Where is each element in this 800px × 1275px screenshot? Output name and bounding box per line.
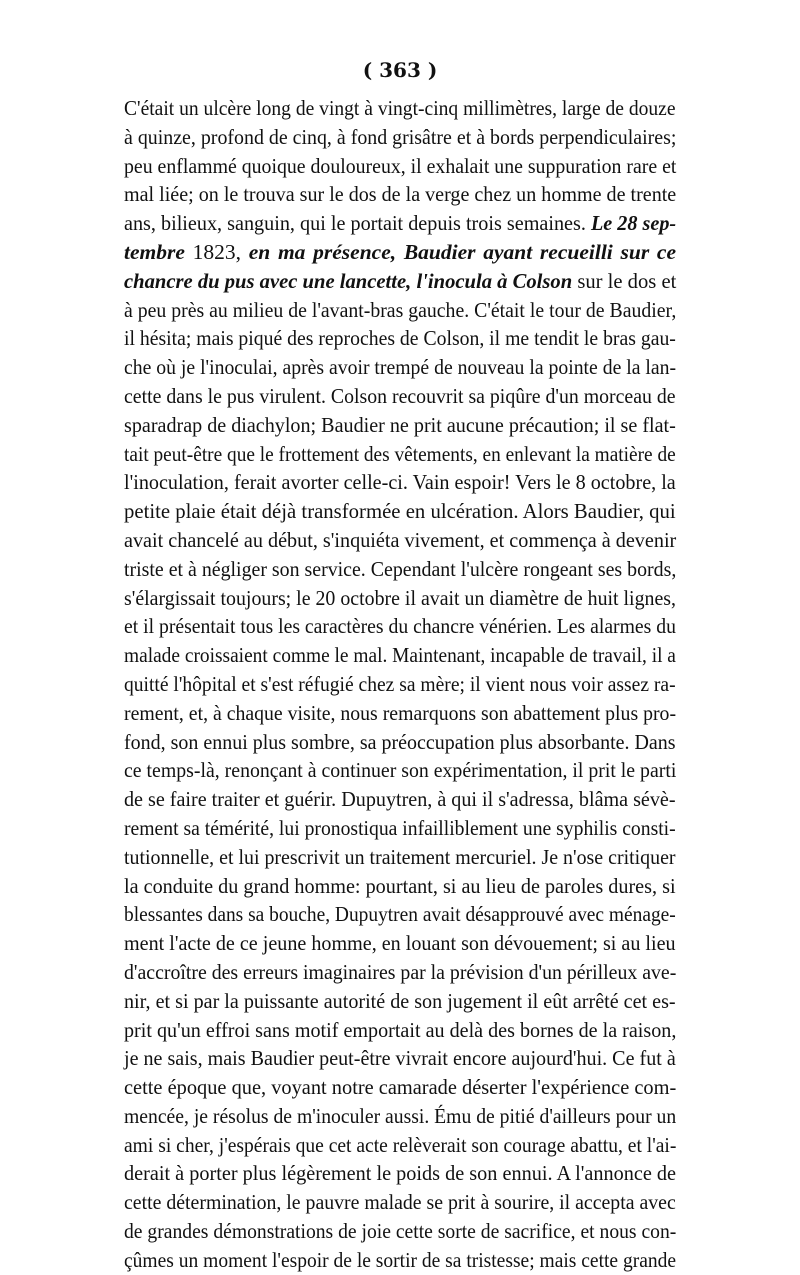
text-line	[124, 440, 676, 469]
text-line	[124, 814, 676, 843]
text-line	[124, 123, 676, 152]
text-segment: rement, et, à chaque visite, nous remarquons son abattement plus pro-	[124, 700, 677, 725]
text-line	[124, 785, 676, 814]
text-segment: sur le dos et	[572, 268, 677, 293]
text-segment: 1823,	[184, 239, 249, 264]
text-line	[124, 1188, 676, 1217]
text-line	[124, 1217, 676, 1246]
text-segment: cette détermination, le pauvre malade se prit à sourire, il accepta avec	[124, 1190, 676, 1215]
text-line	[124, 382, 676, 411]
text-segment: l'inoculation, ferait avorter celle-ci. Vain espoir! Vers le 8 octobre, la	[124, 470, 676, 495]
text-segment: quitté l'hôpital et s'est réfugié chez sa mère; il vient nous voir assez ra-	[124, 671, 676, 696]
text-line	[124, 180, 676, 209]
text-segment: derait à porter plus légèrement le poids de son ennui. A l'annonce de	[124, 1161, 676, 1186]
text-line	[124, 497, 676, 526]
text-segment: ans, bilieux, sanguin, qui le portait depuis trois semaines.	[124, 211, 591, 236]
text-line	[124, 872, 676, 901]
text-line	[124, 987, 676, 1016]
text-line	[124, 152, 676, 181]
text-segment: cette époque que, voyant notre camarade déserter l'expérience com-	[124, 1075, 677, 1100]
text-line	[124, 209, 676, 238]
text-segment: s'élargissait toujours; le 20 octobre il avait un diamètre de huit lignes,	[124, 585, 676, 610]
text-line	[124, 94, 676, 123]
text-segment: de se faire traiter et guérir. Dupuytren, à qui il s'adressa, blâma sévè-	[124, 787, 676, 812]
text-line	[124, 353, 676, 382]
text-segment: la conduite du grand homme: pourtant, si au lieu de paroles dures, si	[124, 873, 676, 898]
text-segment: prit qu'un effroi sans motif emportait au delà des bornes de la raison,	[124, 1017, 677, 1042]
text-segment: peu enflammé quoique douloureux, il exhalait une suppuration rare et	[124, 153, 677, 178]
text-segment: mencée, je résolus de m'inoculer aussi. Ému de pitié d'ailleurs pour un	[124, 1103, 677, 1128]
text-segment: çûmes un moment l'espoir de le sortir de sa tristesse; mais cette grande	[124, 1247, 677, 1272]
text-segment: tait peut-être que le frottement des vêtements, en enlevant la matière de	[124, 441, 676, 466]
text-segment: ment l'acte de ce jeune homme, en louant son dévouement; si au lieu	[124, 931, 676, 956]
page-number: ( 363 )	[362, 58, 438, 82]
text-segment: d'accroître des erreurs imaginaires par la prévision d'un périlleux ave-	[124, 959, 677, 984]
text-segment: tutionnelle, et lui prescrivit un traitement mercuriel. Je n'ose critiquer	[124, 844, 676, 869]
text-segment: petite plaie était déjà transformée en ulcération. Alors Baudier, qui	[124, 499, 676, 524]
text-line	[124, 728, 676, 757]
text-line	[124, 468, 676, 497]
text-line	[124, 958, 676, 987]
text-segment: sparadrap de diachylon; Baudier ne prit aucune précaution; il se flat-	[124, 412, 676, 437]
text-line	[124, 1044, 676, 1073]
italic-text-segment: Le 28 sep-	[590, 211, 677, 236]
text-segment: à peu près au milieu de l'avant-bras gauche. C'était le tour de Baudier,	[124, 297, 677, 322]
text-line	[124, 756, 676, 785]
text-line	[124, 526, 676, 555]
text-line	[124, 1131, 676, 1160]
italic-text-segment: en ma présence, Baudier ayant recueilli sur ce	[248, 239, 676, 264]
text-segment: je ne sais, mais Baudier peut-être vivrait encore aujourd'hui. Ce fut à	[124, 1046, 676, 1071]
text-line	[124, 900, 676, 929]
text-line	[124, 612, 676, 641]
text-segment: ce temps-là, renonçant à continuer son expérimentation, il prit le parti	[124, 758, 677, 783]
text-segment: mal liée; on le trouva sur le dos de la verge chez un homme de trente	[124, 182, 677, 207]
text-line	[124, 1073, 676, 1102]
text-line	[124, 411, 676, 440]
text-line	[124, 641, 676, 670]
italic-text-segment: tembre	[124, 239, 185, 264]
text-line	[124, 929, 676, 958]
text-line	[124, 1016, 676, 1045]
text-segment: ami si cher, j'espérais que cet acte relèverait son courage abattu, et l'ai-	[124, 1132, 677, 1157]
text-line	[124, 1159, 676, 1188]
text-line	[124, 1102, 676, 1131]
text-line	[124, 324, 676, 353]
text-segment: che où je l'inoculai, après avoir trempé de nouveau la pointe de la lan-	[124, 355, 677, 380]
text-line	[124, 843, 676, 872]
text-segment: rement sa témérité, lui pronostiqua infailliblement une syphilis consti-	[124, 815, 676, 840]
text-line	[124, 699, 676, 728]
text-line	[124, 1246, 676, 1275]
text-segment: nir, et si par la puissante autorité de son jugement il eût arrêté cet es-	[124, 988, 676, 1013]
text-line	[124, 670, 676, 699]
text-segment: de grandes démonstrations de joie cette sorte de sacrifice, et nous con-	[124, 1219, 677, 1244]
text-segment: avait chancelé au début, s'inquiéta vivement, et commença à devenir	[124, 527, 677, 552]
text-segment: triste et à négliger son service. Cependant l'ulcère rongeant ses bords,	[124, 556, 677, 581]
text-segment: blessantes dans sa bouche, Dupuytren avait désapprouvé avec ménage-	[124, 902, 676, 927]
text-segment: fond, son ennui plus sombre, sa préoccupation plus absorbante. Dans	[124, 729, 676, 754]
text-segment: cette dans le pus virulent. Colson recouvrit sa piqûre d'un morceau de	[124, 383, 676, 408]
text-line	[124, 296, 676, 325]
text-line	[124, 584, 676, 613]
text-line	[124, 555, 676, 584]
text-segment: C'était un ulcère long de vingt à vingt-cinq millimètres, large de douze	[124, 96, 676, 120]
text-segment: il hésita; mais piqué des reproches de Colson, il me tendit le bras gau-	[124, 326, 676, 351]
italic-text-segment: chancre du pus avec une lancette, l'inocula à Colson	[124, 268, 573, 293]
text-segment: à quinze, profond de cinq, à fond grisâtre et à bords perpendiculaires;	[124, 124, 677, 149]
body-text	[124, 94, 676, 1275]
text-line	[124, 267, 676, 296]
text-line	[124, 238, 676, 267]
text-segment: et il présentait tous les caractères du chancre vénérien. Les alarmes du	[124, 614, 676, 639]
text-segment: malade croissaient comme le mal. Maintenant, incapable de travail, il a	[124, 643, 676, 668]
